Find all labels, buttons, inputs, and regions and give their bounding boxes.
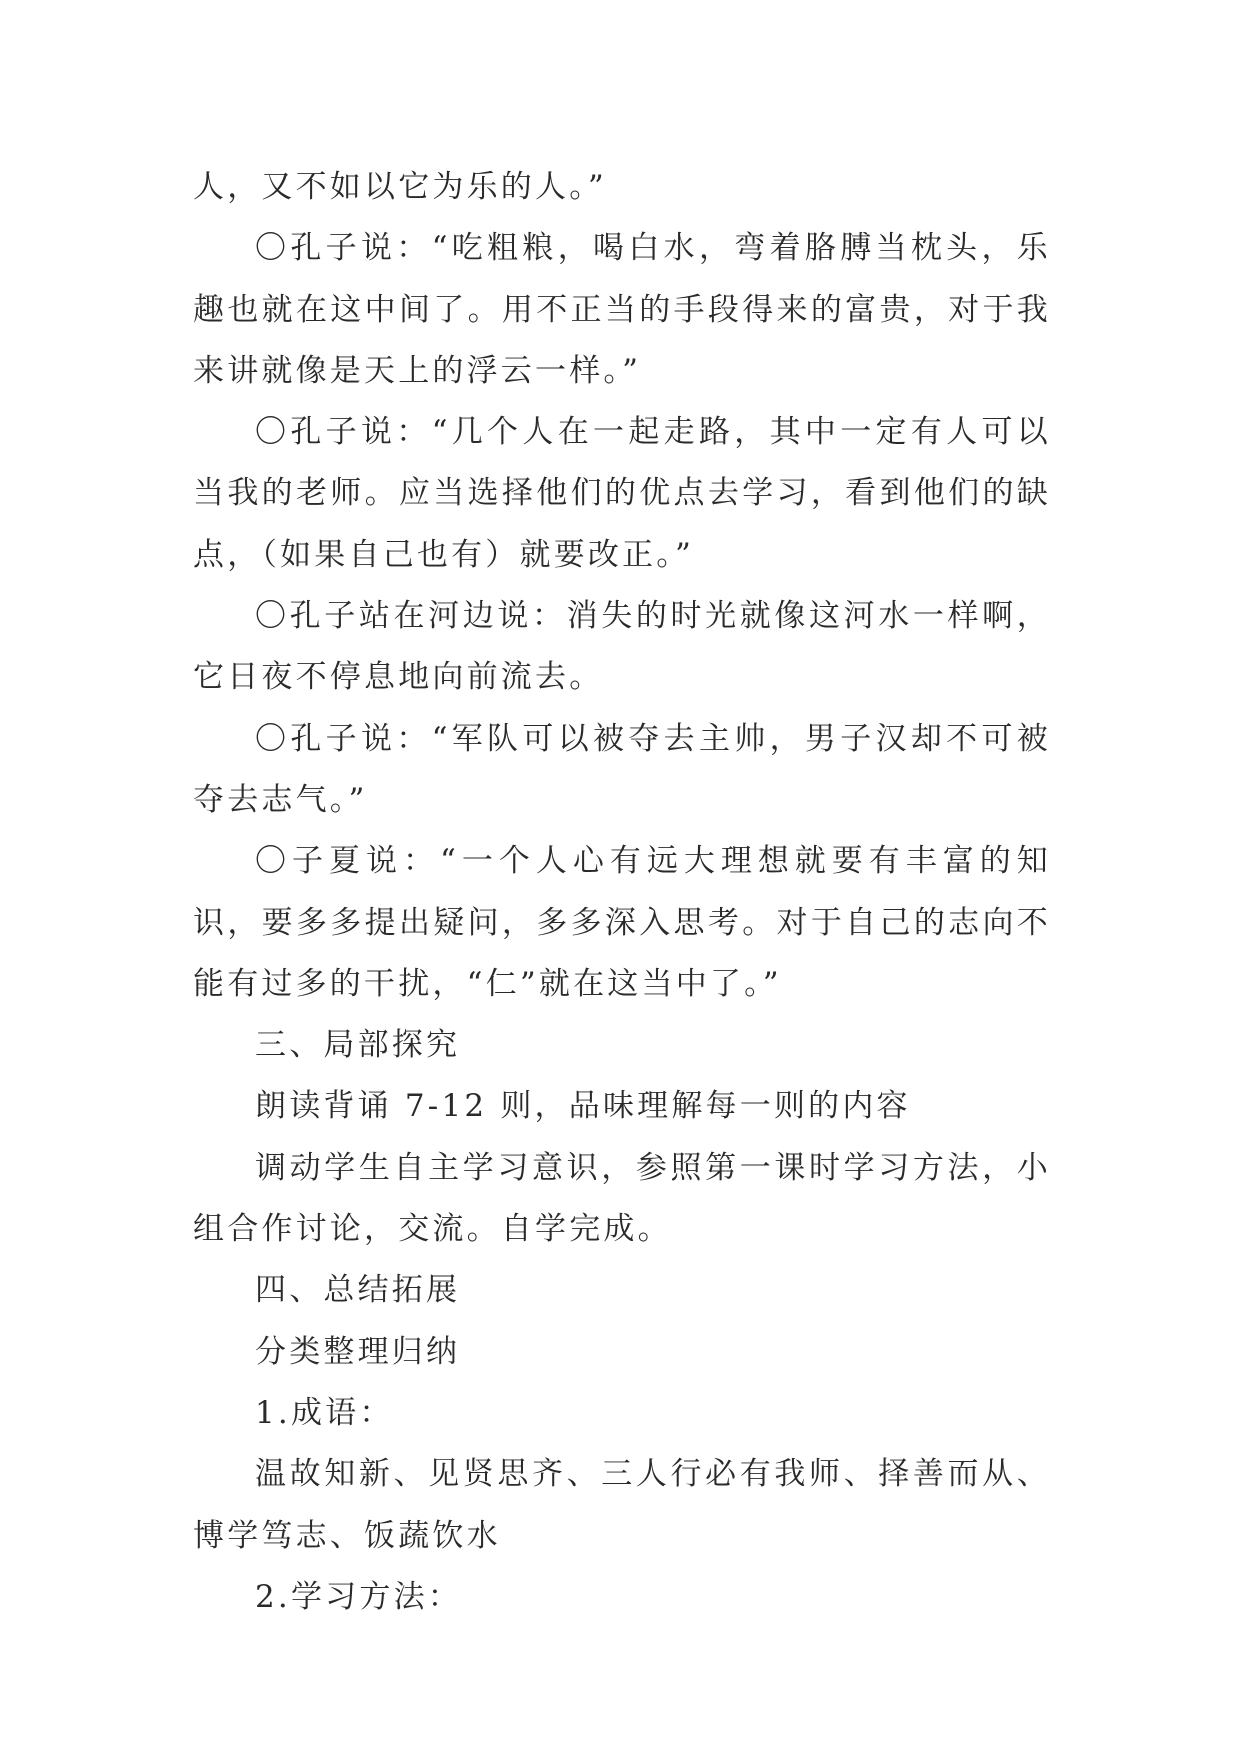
list-item-idioms-label: 1.成语： <box>255 1394 394 1431</box>
paragraph-reading-task: 朗读背诵 7-12 则，品味理解每一则的内容 <box>255 1088 911 1125</box>
paragraph-quote-teacher: 〇孔子说：“几个人在一起走路，其中一定有人可以当我的老师。应当选择他们的优点去学习，看到他们的缺点，（如果自己也有）就要改正。” <box>193 414 1051 573</box>
document-page <box>193 157 1051 1628</box>
paragraph-quote-river: 〇孔子站在河边说：消失的时光就像这河水一样啊，它日夜不停息地向前流去。 <box>193 598 1051 696</box>
paragraph-continuation: 人，又不如以它为乐的人。” <box>193 169 607 205</box>
list-item-methods-label: 2.学习方法： <box>255 1578 462 1615</box>
paragraph-idioms-list: 温故知新、见贤思齐、三人行必有我师、择善而从、博学笃志、饭蔬饮水 <box>193 1456 1051 1554</box>
paragraph-quote-army: 〇孔子说：“军队可以被夺去主帅，男子汉却不可被夺去志气。” <box>193 720 1051 818</box>
paragraph-quote-zixia: 〇子夏说：“一个人心有远大理想就要有丰富的知识，要多多提出疑问，多多深入思考。对于自己的志向不能有过多的干扰，“仁”就在这当中了。” <box>193 843 1051 1002</box>
paragraph-classify: 分类整理归纳 <box>255 1333 461 1370</box>
section-heading-3: 三、局部探究 <box>255 1027 461 1064</box>
paragraph-quote-wealth: 〇孔子说：“吃粗粮，喝白水，弯着胳膊当枕头，乐趣也就在这中间了。用不正当的手段得来的富贵，对于我来讲就像是天上的浮云一样。” <box>193 230 1051 389</box>
paragraph-group-study: 调动学生自主学习意识，参照第一课时学习方法，小组合作讨论，交流。自学完成。 <box>193 1149 1051 1248</box>
section-heading-4: 四、总结拓展 <box>255 1272 461 1309</box>
